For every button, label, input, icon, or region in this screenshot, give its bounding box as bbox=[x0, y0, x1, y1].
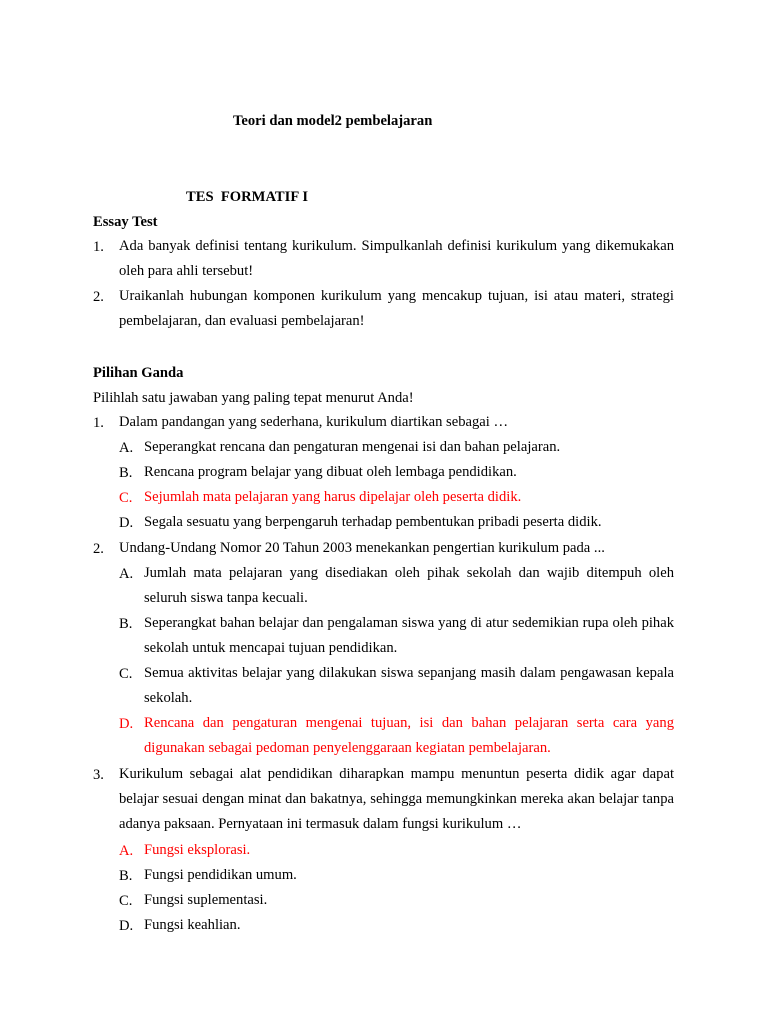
answer-option-correct bbox=[119, 711, 674, 763]
option-label: D. bbox=[119, 716, 134, 732]
option-text: Segala sesuatu yang berpengaruh terhadap pembentukan pribadi peserta didik. bbox=[144, 514, 602, 530]
option-text: Rencana program belajar yang dibuat oleh lembaga pendidikan. bbox=[144, 464, 517, 480]
question-number: 3. bbox=[93, 767, 104, 783]
option-text: Sejumlah mata pelajaran yang harus dipelajar oleh peserta didik. bbox=[144, 489, 522, 505]
option-label: C. bbox=[119, 666, 133, 682]
option-label: B. bbox=[119, 868, 133, 884]
option-text: Fungsi keahlian. bbox=[144, 917, 241, 933]
document-title: Teori dan model2 pembelajaran bbox=[233, 113, 433, 129]
mc-heading: Pilihan Ganda bbox=[93, 365, 184, 381]
question-text: Uraikanlah hubungan komponen kurikulum yang mencakup tujuan, isi atau materi, strategi pembelajaran, dan evaluasi pembelajaran! bbox=[119, 288, 674, 330]
question-number: 2. bbox=[93, 541, 104, 557]
question-text: Ada banyak definisi tentang kurikulum. Simpulkanlah definisi kurikulum yang dikemukakan oleh para ahli tersebut! bbox=[119, 238, 674, 280]
answer-option bbox=[119, 863, 674, 889]
answer-option bbox=[119, 510, 674, 536]
option-text: Rencana dan pengaturan mengenai tujuan, isi dan bahan pelajaran serta cara yang digunakan sebagai pedoman penyelenggaraan kegiatan pembelajaran. bbox=[144, 715, 674, 757]
question-number: 2. bbox=[93, 289, 104, 305]
option-label: D. bbox=[119, 918, 134, 934]
answer-option bbox=[119, 611, 674, 663]
option-label: C. bbox=[119, 490, 133, 506]
option-text: Seperangkat bahan belajar dan pengalaman siswa yang di atur sedemikian rupa oleh pihak sekolah untuk mencapai tujuan pendidikan. bbox=[144, 615, 674, 657]
question-text: Undang-Undang Nomor 20 Tahun 2003 menekankan pengertian kurikulum pada ... bbox=[119, 540, 605, 556]
option-text: Jumlah mata pelajaran yang disediakan oleh pihak sekolah dan wajib ditempuh oleh seluruh siswa tanpa kecuali. bbox=[144, 565, 674, 607]
mc-question bbox=[93, 536, 674, 562]
mc-question bbox=[93, 762, 674, 840]
answer-option bbox=[119, 435, 674, 461]
option-text: Semua aktivitas belajar yang dilakukan siswa sepanjang masih dalam pengawasan kepala sekolah. bbox=[144, 665, 674, 707]
option-label: B. bbox=[119, 616, 133, 632]
mc-question bbox=[93, 410, 674, 436]
option-label: A. bbox=[119, 566, 134, 582]
answer-option bbox=[119, 661, 674, 713]
essay-heading: Essay Test bbox=[93, 214, 158, 230]
question-number: 1. bbox=[93, 415, 104, 431]
question-text: Kurikulum sebagai alat pendidikan diharapkan mampu menuntun peserta didik agar dapat belajar sesuai dengan minat dan bakatnya, sehingga memungkinkan mereka akan belajar tanpa adanya paksaan. Pernyataan ini termasuk dalam fungsi kurikulum … bbox=[119, 766, 674, 833]
option-label: A. bbox=[119, 440, 134, 456]
essay-question bbox=[93, 284, 674, 336]
essay-question bbox=[93, 234, 674, 286]
test-title: TES FORMATIF I bbox=[186, 189, 309, 205]
answer-option bbox=[119, 460, 674, 486]
option-label: D. bbox=[119, 515, 134, 531]
option-label: A. bbox=[119, 843, 134, 859]
option-label: B. bbox=[119, 465, 133, 481]
option-text: Fungsi pendidikan umum. bbox=[144, 867, 297, 883]
question-text: Dalam pandangan yang sederhana, kurikulum diartikan sebagai … bbox=[119, 414, 509, 430]
option-text: Fungsi suplementasi. bbox=[144, 892, 268, 908]
answer-option-correct bbox=[119, 838, 674, 864]
answer-option bbox=[119, 888, 674, 914]
answer-option-correct bbox=[119, 485, 674, 511]
option-text: Seperangkat rencana dan pengaturan mengenai isi dan bahan pelajaran. bbox=[144, 439, 561, 455]
option-label: C. bbox=[119, 893, 133, 909]
option-text: Fungsi eksplorasi. bbox=[144, 842, 251, 858]
mc-instruction: Pilihlah satu jawaban yang paling tepat menurut Anda! bbox=[93, 390, 414, 406]
answer-option bbox=[119, 913, 674, 939]
answer-option bbox=[119, 561, 674, 613]
question-number: 1. bbox=[93, 239, 104, 255]
